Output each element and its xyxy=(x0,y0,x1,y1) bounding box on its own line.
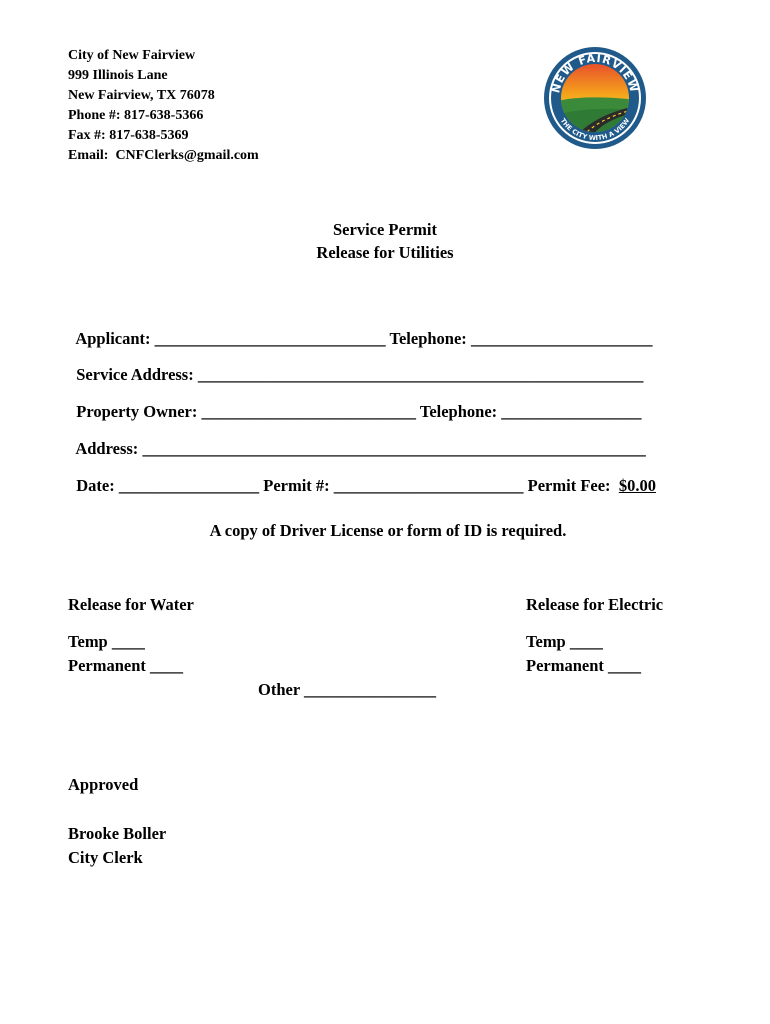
other-field[interactable]: Other ________________ xyxy=(258,680,436,699)
permit-fee-label: Permit Fee: xyxy=(527,476,611,495)
id-required-notice: A copy of Driver License or form of ID is required. xyxy=(209,521,567,540)
applicant-field[interactable]: ____________________________ xyxy=(154,329,386,348)
release-electric-heading: Release for Electric xyxy=(526,595,664,614)
title-line-1: Service Permit xyxy=(333,220,437,239)
header-email: Email: CNFClerks@gmail.com xyxy=(68,148,259,163)
logo-bottom-text: THE CITY WITH A VIEW xyxy=(558,116,632,143)
water-permanent-field[interactable]: Permanent ____ xyxy=(68,656,184,675)
electric-permanent-field[interactable]: Permanent ____ xyxy=(526,656,642,675)
service-address-field[interactable]: ______________________________________________________ xyxy=(197,365,644,384)
telephone-field[interactable]: ______________________ xyxy=(470,329,653,348)
header-fax: Fax #: 817-638-5369 xyxy=(68,128,189,143)
property-owner-label: Property Owner: xyxy=(76,402,198,421)
address-field[interactable]: _____________________________________________________________ xyxy=(142,439,646,458)
clerk-title: City Clerk xyxy=(68,848,143,867)
date-label: Date: xyxy=(76,476,115,495)
title-line-2: Release for Utilities xyxy=(316,243,454,262)
property-owner-field[interactable]: __________________________ xyxy=(201,402,416,421)
date-field[interactable]: _________________ xyxy=(118,476,260,495)
applicant-label: Applicant: xyxy=(75,329,151,348)
header-city-state-zip: New Fairview, TX 76078 xyxy=(68,88,215,103)
owner-telephone-field[interactable]: _________________ xyxy=(501,402,642,421)
service-address-label: Service Address: xyxy=(76,365,194,384)
header-phone: Phone #: 817-638-5366 xyxy=(68,108,204,123)
address-label: Address: xyxy=(75,439,139,458)
logo-top-text: NEW FAIRVIEW xyxy=(549,51,641,95)
permit-number-label: Permit #: xyxy=(263,476,330,495)
permit-fee-value: $0.00 xyxy=(618,476,656,495)
electric-temp-field[interactable]: Temp ____ xyxy=(526,632,603,651)
header-city: City of New Fairview xyxy=(68,48,196,63)
permit-number-field[interactable]: _______________________ xyxy=(333,476,524,495)
telephone-label: Telephone: xyxy=(389,329,467,348)
owner-telephone-label: Telephone: xyxy=(419,402,498,421)
water-temp-field[interactable]: Temp ____ xyxy=(68,632,145,651)
city-logo xyxy=(543,46,647,150)
approved-label: Approved xyxy=(68,775,139,794)
date-permit-line xyxy=(68,450,656,498)
header-street: 999 Illinois Lane xyxy=(68,68,168,83)
release-water-heading: Release for Water xyxy=(68,595,194,614)
clerk-name: Brooke Boller xyxy=(68,824,167,843)
